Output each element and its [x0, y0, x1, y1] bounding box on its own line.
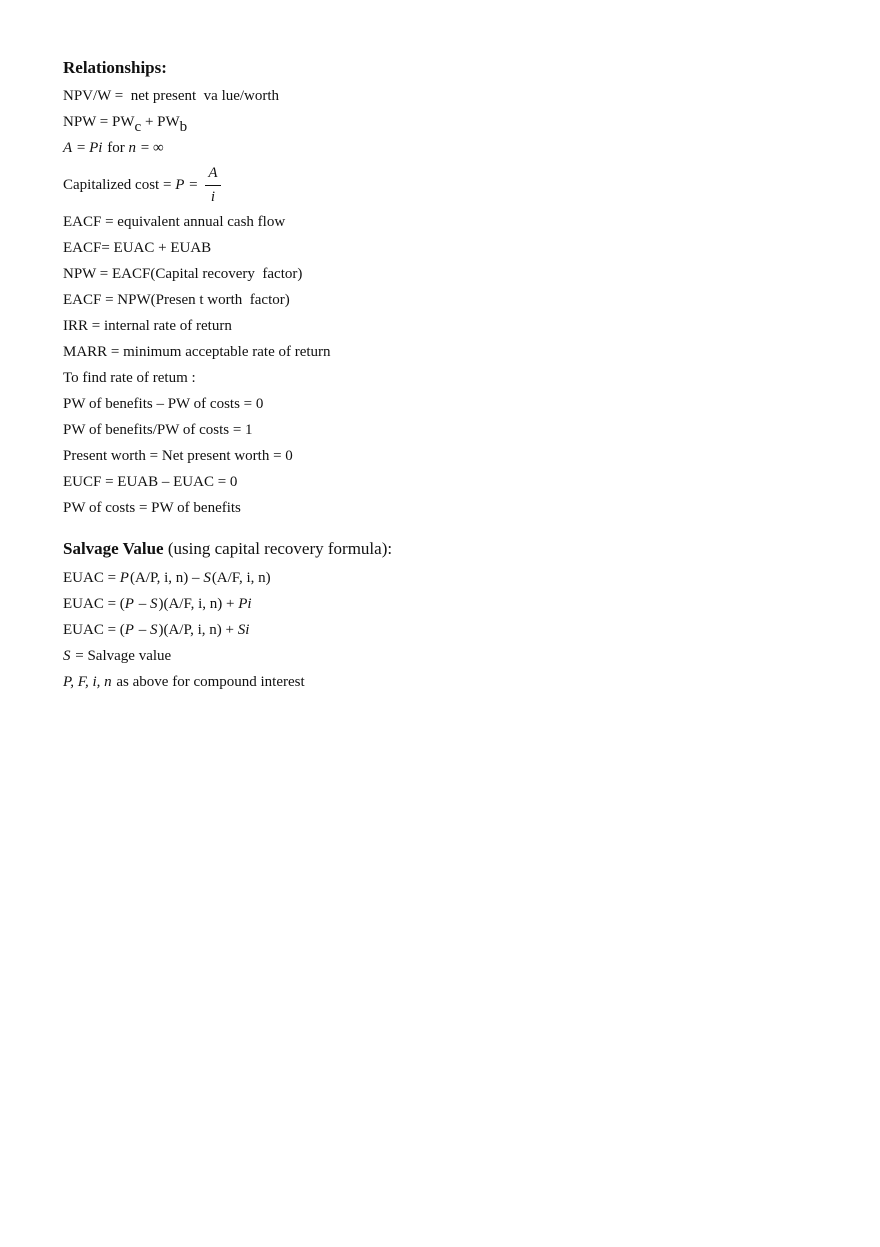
formula-line [63, 287, 331, 313]
formula-segment: S [63, 648, 71, 664]
formula-line [63, 443, 331, 469]
formula-segment: EUAC = [63, 570, 120, 586]
formula-text [63, 172, 201, 198]
formula-segment: A [63, 140, 73, 156]
formula-segment: (A/F, i, n) [211, 570, 271, 586]
formula-text [63, 214, 285, 230]
formula-text [63, 266, 302, 282]
formula-segment: Capitalized cost = [63, 177, 176, 193]
formula-line [63, 261, 331, 287]
formula-segment: n [128, 140, 136, 156]
salvage-heading-bold: Salvage Value [63, 539, 164, 558]
formula-segment: PW of benefits/PW of costs = 1 [63, 422, 253, 438]
formula-line [63, 417, 331, 443]
formula-segment: EUAC = ( [63, 622, 125, 638]
formula-segment: )(A/P, i, n) + [158, 622, 238, 638]
formula-segment: – [134, 596, 150, 612]
formula-line [63, 391, 331, 417]
formula-text [63, 622, 250, 638]
formula-line [63, 83, 331, 109]
salvage-list [63, 565, 305, 695]
fraction-numerator: A [205, 165, 220, 186]
formula-segment: S [149, 622, 158, 638]
formula-line [63, 495, 331, 521]
formula-text [63, 344, 331, 360]
formula-segment: PW of costs = PW of benefits [63, 500, 241, 516]
formula-text [63, 596, 253, 612]
fraction-denominator: i [210, 188, 215, 205]
formula-segment: NPW = PW [63, 114, 135, 130]
formula-line [63, 339, 331, 365]
formula-segment: P [175, 177, 185, 193]
formula-text [63, 422, 253, 438]
salvage-heading-rest: (using capital recovery formula): [163, 539, 393, 558]
formula-line [63, 235, 331, 261]
formula-segment: EUAC = ( [63, 596, 125, 612]
formula-line [63, 669, 305, 695]
formula-segment: IRR = internal rate of return [63, 318, 232, 334]
formula-segment: – [134, 622, 150, 638]
formula-text [63, 140, 164, 156]
formula-text [63, 292, 290, 308]
formula-text [63, 474, 237, 490]
formula-text [63, 88, 279, 104]
formula-segment: (A/P, i, n) – [129, 570, 204, 586]
formula-segment: To find rate of retum : [63, 370, 196, 386]
formula-line [63, 135, 331, 161]
relationships-heading: Relationships: [63, 58, 167, 77]
formula-segment: Present worth = Net present worth = 0 [63, 448, 293, 464]
formula-line [63, 643, 305, 669]
formula-segment: MARR = minimum acceptable rate of return [63, 344, 331, 360]
formula-line [63, 565, 305, 591]
formula-segment: Si [237, 622, 250, 638]
formula-segment: = Salvage value [71, 648, 172, 664]
formula-text [63, 648, 171, 664]
formula-segment: EACF= EUAC + EUAB [63, 240, 212, 256]
formula-segment: EUCF = EUAB – EUAC = 0 [63, 474, 238, 490]
formula-text [63, 500, 241, 516]
formula-text [63, 318, 232, 334]
formula-text [63, 570, 271, 586]
formula-line [63, 109, 331, 135]
formula-line [63, 469, 331, 495]
formula-text [63, 448, 293, 464]
formula-segment: P, F, i, n [63, 674, 112, 690]
formula-segment: = ∞ [136, 140, 164, 156]
formula-segment: NPV/W = net present va lue/worth [63, 88, 280, 104]
formula-line [63, 209, 331, 235]
formula-text [63, 240, 211, 256]
formula-line [63, 365, 331, 391]
formula-segment: P [124, 596, 134, 612]
formula-segment: as above for compound interest [112, 674, 305, 690]
formula-segment: + PW [141, 114, 180, 130]
salvage-heading [63, 539, 392, 559]
fraction [205, 165, 220, 206]
relationships-list [63, 83, 331, 521]
formula-segment: S [149, 596, 158, 612]
formula-segment: )(A/F, i, n) + [158, 596, 239, 612]
formula-segment: S [203, 570, 211, 586]
formula-line [63, 591, 305, 617]
formula-text [63, 396, 263, 412]
formula-line [63, 313, 331, 339]
formula-segment: NPW = EACF(Capital recovery factor) [63, 266, 303, 282]
formula-segment: for [103, 140, 129, 156]
formula-text [63, 674, 305, 690]
formula-line [63, 617, 305, 643]
formula-segment: b [179, 119, 188, 135]
formula-segment: P [124, 622, 134, 638]
formula-segment: = [185, 177, 202, 193]
formula-segment: c [134, 119, 142, 135]
formula-segment: P [119, 570, 129, 586]
formula-text [63, 370, 196, 386]
formula-line [63, 161, 331, 209]
formula-segment: Pi [238, 596, 252, 612]
formula-segment: EACF = NPW(Presen t worth factor) [63, 292, 290, 308]
formula-segment: PW of benefits – PW of costs = 0 [63, 396, 264, 412]
formula-segment: = [73, 140, 90, 156]
formula-text [63, 114, 188, 135]
formula-segment: EACF = equivalent annual cash flow [63, 214, 286, 230]
formula-segment: Pi [89, 140, 103, 156]
